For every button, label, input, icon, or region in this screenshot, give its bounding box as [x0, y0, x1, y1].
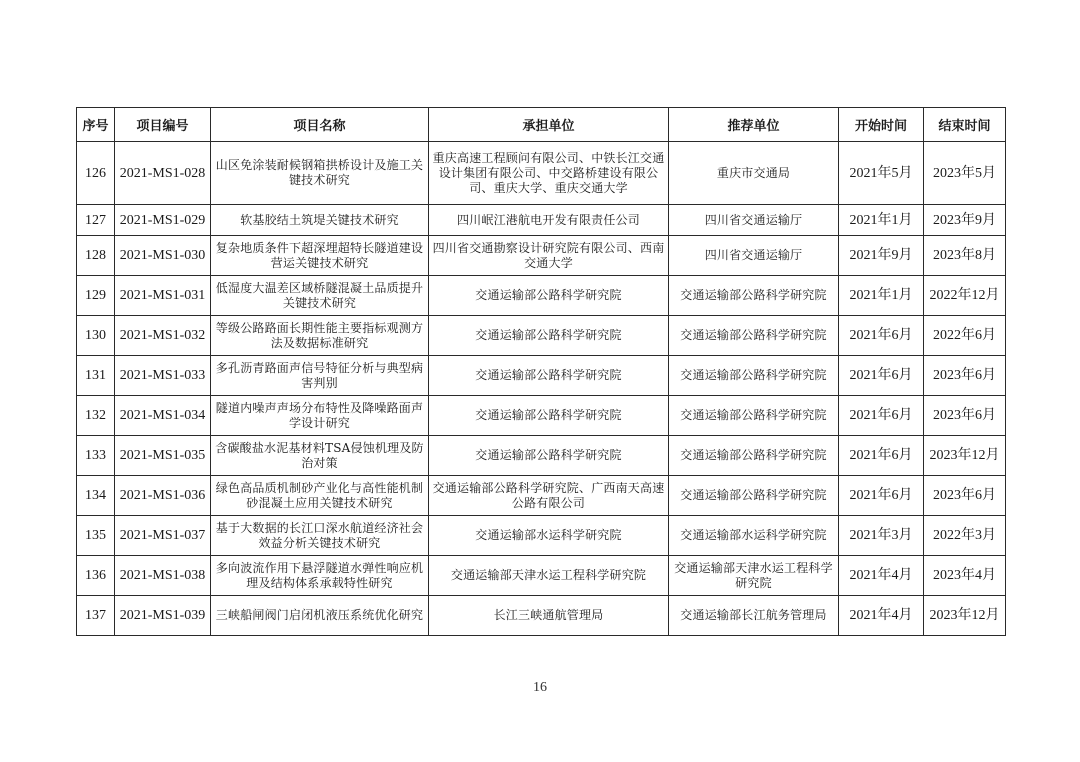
row-code: 2021-MS1-031 [115, 276, 211, 316]
row-name: 隧道内噪声声场分布特性及降噪路面声学设计研究 [211, 396, 429, 436]
row-unit: 长江三峡通航管理局 [429, 596, 669, 636]
row-start: 2021年1月 [839, 276, 924, 316]
row-start: 2021年9月 [839, 236, 924, 276]
row-recommender: 四川省交通运输厅 [669, 205, 839, 236]
row-end: 2023年6月 [924, 356, 1006, 396]
row-no: 134 [77, 476, 115, 516]
row-unit: 重庆高速工程顾问有限公司、中铁长江交通设计集团有限公司、中交路桥建设有限公司、重庆大学、重庆交通大学 [429, 142, 669, 205]
row-name: 山区免涂装耐候钢箱拱桥设计及施工关键技术研究 [211, 142, 429, 205]
row-no: 127 [77, 205, 115, 236]
table-row [77, 596, 1006, 636]
row-start: 2021年5月 [839, 142, 924, 205]
row-code: 2021-MS1-030 [115, 236, 211, 276]
project-table [76, 107, 1006, 636]
row-unit: 交通运输部水运科学研究院 [429, 516, 669, 556]
table-row [77, 142, 1006, 205]
row-recommender: 重庆市交通局 [669, 142, 839, 205]
row-name: 三峡船闸阀门启闭机液压系统优化研究 [211, 596, 429, 636]
header-recommender: 推荐单位 [669, 108, 839, 142]
table-row [77, 556, 1006, 596]
row-unit: 交通运输部天津水运工程科学研究院 [429, 556, 669, 596]
table-row [77, 476, 1006, 516]
row-code: 2021-MS1-038 [115, 556, 211, 596]
row-end: 2023年5月 [924, 142, 1006, 205]
row-end: 2023年12月 [924, 436, 1006, 476]
row-no: 133 [77, 436, 115, 476]
row-recommender: 交通运输部水运科学研究院 [669, 516, 839, 556]
row-start: 2021年6月 [839, 316, 924, 356]
row-no: 129 [77, 276, 115, 316]
row-recommender: 交通运输部公路科学研究院 [669, 316, 839, 356]
row-end: 2022年6月 [924, 316, 1006, 356]
table-row [77, 356, 1006, 396]
row-end: 2022年3月 [924, 516, 1006, 556]
row-no: 132 [77, 396, 115, 436]
row-name: 低湿度大温差区域桥隧混凝土品质提升关键技术研究 [211, 276, 429, 316]
row-code: 2021-MS1-029 [115, 205, 211, 236]
row-unit: 交通运输部公路科学研究院 [429, 276, 669, 316]
table-row [77, 396, 1006, 436]
row-recommender: 四川省交通运输厅 [669, 236, 839, 276]
row-no: 137 [77, 596, 115, 636]
row-end: 2022年12月 [924, 276, 1006, 316]
table-row [77, 205, 1006, 236]
row-code: 2021-MS1-039 [115, 596, 211, 636]
header-code: 项目编号 [115, 108, 211, 142]
row-recommender: 交通运输部公路科学研究院 [669, 356, 839, 396]
row-end: 2023年8月 [924, 236, 1006, 276]
row-code: 2021-MS1-033 [115, 356, 211, 396]
table-row [77, 516, 1006, 556]
row-start: 2021年4月 [839, 556, 924, 596]
row-name: 复杂地质条件下超深埋超特长隧道建设营运关键技术研究 [211, 236, 429, 276]
row-no: 126 [77, 142, 115, 205]
table-row [77, 236, 1006, 276]
row-code: 2021-MS1-028 [115, 142, 211, 205]
row-end: 2023年9月 [924, 205, 1006, 236]
header-name: 项目名称 [211, 108, 429, 142]
row-name: 多向波流作用下悬浮隧道水弹性响应机理及结构体系承载特性研究 [211, 556, 429, 596]
row-no: 135 [77, 516, 115, 556]
row-code: 2021-MS1-034 [115, 396, 211, 436]
row-code: 2021-MS1-035 [115, 436, 211, 476]
header-end: 结束时间 [924, 108, 1006, 142]
row-unit: 交通运输部公路科学研究院 [429, 356, 669, 396]
row-start: 2021年6月 [839, 356, 924, 396]
row-start: 2021年1月 [839, 205, 924, 236]
row-name: 含碳酸盐水泥基材料TSA侵蚀机理及防治对策 [211, 436, 429, 476]
row-name: 多孔沥青路面声信号特征分析与典型病害判别 [211, 356, 429, 396]
row-unit: 四川省交通勘察设计研究院有限公司、西南交通大学 [429, 236, 669, 276]
table-header-row [77, 108, 1006, 142]
row-name: 基于大数据的长江口深水航道经济社会效益分析关键技术研究 [211, 516, 429, 556]
row-start: 2021年6月 [839, 476, 924, 516]
row-code: 2021-MS1-036 [115, 476, 211, 516]
row-end: 2023年6月 [924, 476, 1006, 516]
header-start: 开始时间 [839, 108, 924, 142]
row-unit: 交通运输部公路科学研究院 [429, 436, 669, 476]
row-no: 130 [77, 316, 115, 356]
row-end: 2023年12月 [924, 596, 1006, 636]
row-unit: 交通运输部公路科学研究院、广西南天高速公路有限公司 [429, 476, 669, 516]
row-start: 2021年4月 [839, 596, 924, 636]
row-name: 等级公路路面长期性能主要指标观测方法及数据标准研究 [211, 316, 429, 356]
table-row [77, 316, 1006, 356]
page-number: 16 [533, 680, 547, 695]
row-unit: 交通运输部公路科学研究院 [429, 396, 669, 436]
row-unit: 四川岷江港航电开发有限责任公司 [429, 205, 669, 236]
table-row [77, 276, 1006, 316]
row-start: 2021年6月 [839, 396, 924, 436]
header-no: 序号 [77, 108, 115, 142]
row-recommender: 交通运输部长江航务管理局 [669, 596, 839, 636]
row-no: 136 [77, 556, 115, 596]
row-end: 2023年4月 [924, 556, 1006, 596]
row-unit: 交通运输部公路科学研究院 [429, 316, 669, 356]
row-name: 绿色高品质机制砂产业化与高性能机制砂混凝土应用关键技术研究 [211, 476, 429, 516]
row-recommender: 交通运输部公路科学研究院 [669, 476, 839, 516]
row-start: 2021年3月 [839, 516, 924, 556]
row-start: 2021年6月 [839, 436, 924, 476]
row-end: 2023年6月 [924, 396, 1006, 436]
row-recommender: 交通运输部公路科学研究院 [669, 396, 839, 436]
row-recommender: 交通运输部公路科学研究院 [669, 276, 839, 316]
row-recommender: 交通运输部公路科学研究院 [669, 436, 839, 476]
table-row [77, 436, 1006, 476]
row-no: 128 [77, 236, 115, 276]
row-recommender: 交通运输部天津水运工程科学研究院 [669, 556, 839, 596]
row-code: 2021-MS1-032 [115, 316, 211, 356]
row-no: 131 [77, 356, 115, 396]
row-name: 软基胶结土筑堤关键技术研究 [211, 205, 429, 236]
header-unit: 承担单位 [429, 108, 669, 142]
row-code: 2021-MS1-037 [115, 516, 211, 556]
